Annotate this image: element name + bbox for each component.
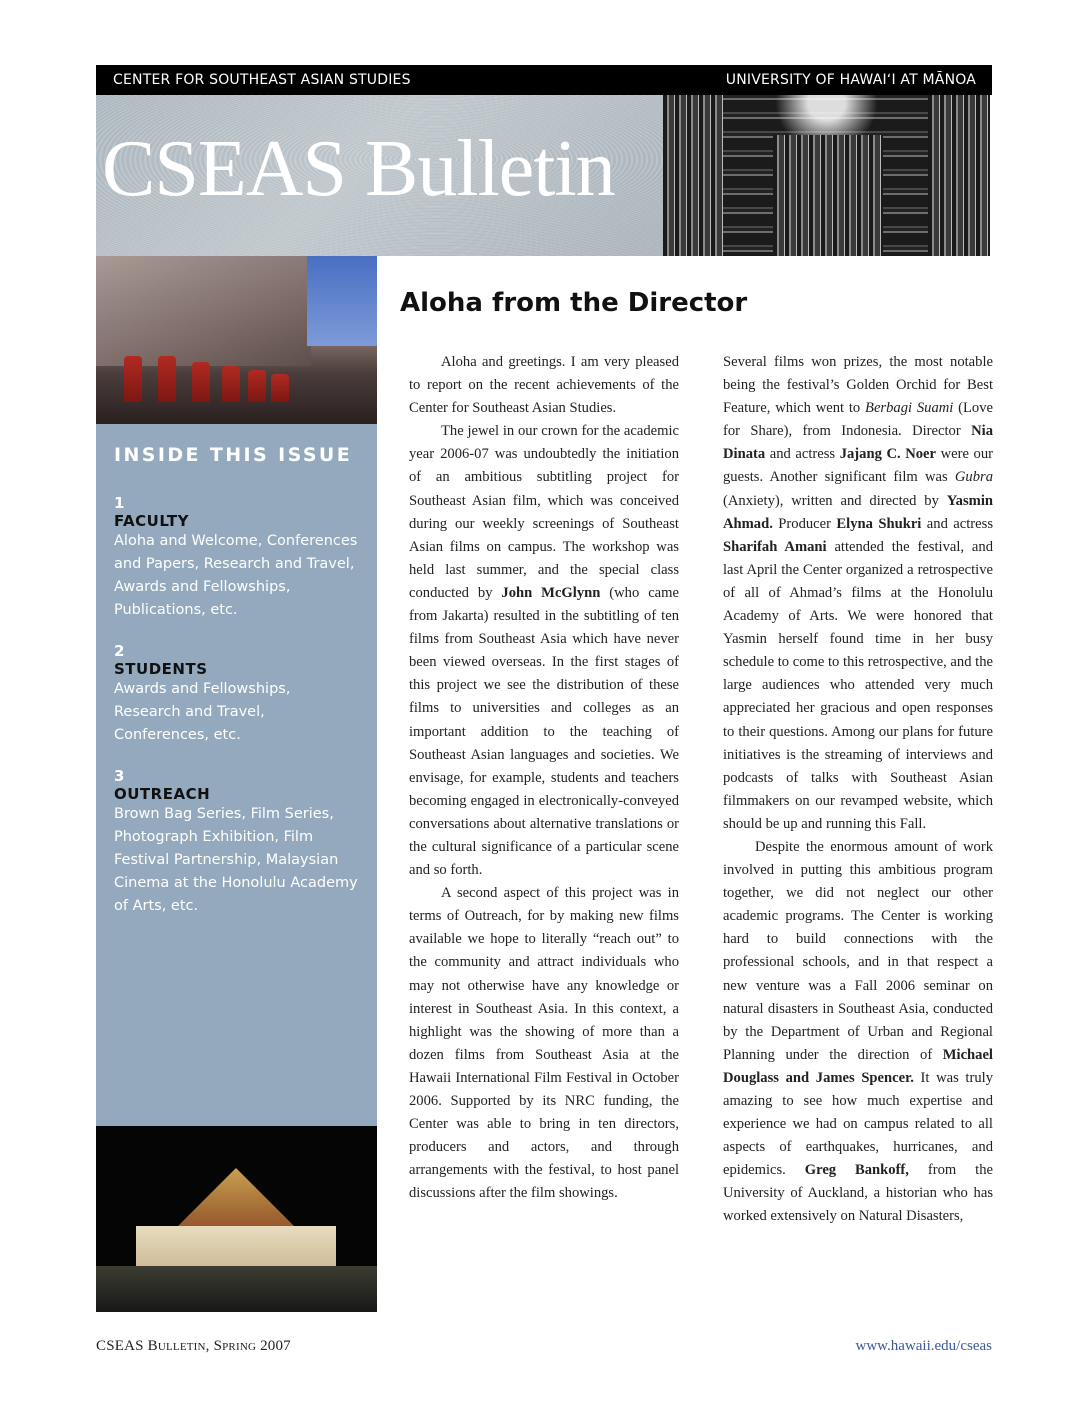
article-column-2 (723, 351, 993, 1301)
bookshelf-right (928, 95, 990, 256)
paragraph (723, 351, 993, 836)
section-outreach (114, 767, 359, 918)
center-name: CENTER FOR SOUTHEAST ASIAN STUDIES (113, 72, 411, 88)
person-name: Sharifah Amani (723, 538, 827, 555)
text-run: Despite the enormous amount of work involved in putting this ambitious program together, we did not neglect our other academic programs. The Center is working hard to build connections with the professional schools, and in that respect a new venture was a Fall 2006 seminar on natural disasters in Southeast Asia, conducted by the Department of Urban and Regional Planning under the direction of (723, 838, 993, 1063)
text-run: from the University of Auckland, a historian who has worked extensively on Natural Disasters, (723, 1162, 993, 1225)
bookstore-photo (663, 95, 990, 256)
person-name: Greg Bankoff, (804, 1162, 909, 1179)
section-number: 3 (114, 767, 125, 785)
bookshelf-center (773, 135, 883, 256)
chair-shape (248, 370, 266, 402)
section-description: Awards and Fellowships, Research and Travel, Conferences, etc. (114, 681, 291, 743)
person-name: Jajang C. Noer (839, 446, 937, 463)
film-title: Berbagi Suami (865, 400, 954, 417)
text-run: (Love for Share), from Indonesia. Director (723, 400, 993, 440)
person-name: John McGlynn (501, 584, 601, 601)
text-run: (who came from Jakarta) resulted in the subtitling of ten films from Southeast Asia which have never been viewed overseas. In the first stages of this project we see the distribution of these films to universities and colleges as an important addition to the teaching of Southeast Asian languages and societies. We envisage, for example, students and teachers becoming engaged in electronically-conveyed conversations about alternative translations or the cultural significance of a particular scene and so forth. (409, 584, 679, 879)
person-name: Michael Douglass and James Spencer. (723, 1046, 993, 1086)
section-number: 2 (114, 642, 125, 660)
paragraph: A second aspect of this project was in terms of Outreach, for by making new films available we hope to literally “reach out” to the community and attract individuals who may not otherwise have any knowledge or interest in Southeast Asia. In this context, a highlight was the showing of more than a dozen films from Southeast Asia at the Hawaii International Film Festival in October 2006. Supported by its NRC funding, the Center was able to bring in ten directors, producers and actors, and through arrangements with the festival, to host panel discussions after the film showings. (409, 885, 679, 1202)
section-category: STUDENTS (114, 660, 208, 678)
masthead (96, 95, 663, 256)
chair-shape (158, 356, 176, 402)
chair-shape (192, 362, 210, 402)
photo-sky (307, 256, 377, 346)
article-title: Aloha from the Director (400, 288, 748, 318)
paragraph: Aloha and greetings. I am very pleased to report on the recent achievements of the Center for Southeast Asian Studies. (409, 354, 679, 417)
university-name: UNIVERSITY OF HAWAIʻI AT MĀNOA (725, 72, 976, 88)
chairs-photo (96, 256, 377, 424)
temple-photo (96, 1126, 377, 1312)
article-column-1 (409, 351, 679, 1301)
section-description: Brown Bag Series, Film Series, Photograph Exhibition, Film Festival Partnership, Malaysian Cinema at the Honolulu Academy of Arts, etc. (114, 806, 358, 914)
footer-website-link[interactable]: www.hawaii.edu/cseas (855, 1338, 992, 1354)
chair-shape (271, 374, 289, 402)
person-name: Nia Dinata (723, 423, 993, 463)
photo-wall (96, 256, 311, 366)
text-run: attended the festival, and last April the Center organized a retrospective of all of Ahmad’s films at the Honolulu Academy of Arts. We were honored that Yasmin herself found time in her busy schedule to come to this retrospective, and the large audiences who attended very much appreciated her gracious and open responses to their questions. Among our plans for future initiatives is the streaming of interviews and podcasts of talks with Southeast Asian filmmakers on our revamped website, which should be up and running this Fall. (723, 538, 993, 832)
sidebar-heading: INSIDE THIS ISSUE (114, 444, 353, 466)
bookshelf-left (663, 95, 723, 256)
section-faculty (114, 494, 359, 622)
paragraph (723, 836, 993, 1229)
footer-issue: CSEAS Bulletin, Spring 2007 (96, 1338, 291, 1354)
text-run: Several films won prizes, the most notable being the festival’s Golden Orchid for Best Feature, which went to (723, 354, 993, 417)
person-name: Elyna Shukri (836, 515, 922, 532)
chair-shape (222, 366, 240, 402)
text-run: (Anxiety), written and directed by (723, 492, 947, 509)
text-run: Producer (772, 515, 837, 532)
section-number: 1 (114, 494, 125, 512)
chair-shape (124, 356, 142, 402)
text-run: and actress (765, 446, 840, 463)
text-run: It was truly amazing to see how much expertise and experience we had on campus related to all aspects of earthquakes, hurricanes, and epidemics. (723, 1069, 993, 1179)
section-students (114, 642, 359, 747)
text-run: The jewel in our crown for the academic year 2006-07 was undoubtedly the initiation of an ambitious subtitling project for Southeast Asian film, which was conceived during our weekly screenings of Southeast Asian films on campus. The workshop was held last summer, and the special class conducted by (409, 423, 679, 601)
text-run: were our guests. Another significant film was (723, 446, 993, 486)
person-name: Yasmin Ahmad. (723, 492, 993, 532)
bulletin-title: CSEAS Bulletin (102, 125, 615, 213)
section-description: Aloha and Welcome, Conferences and Papers, Research and Travel, Awards and Fellowships, Publications, etc. (114, 533, 358, 618)
section-category: OUTREACH (114, 785, 211, 803)
header-bar (96, 65, 992, 95)
temple-ground (96, 1266, 377, 1312)
inside-this-issue-panel (96, 424, 377, 1126)
paragraph (409, 420, 679, 882)
text-run: and actress (921, 515, 993, 532)
section-category: FACULTY (114, 512, 189, 530)
film-title: Gubra (954, 469, 993, 486)
